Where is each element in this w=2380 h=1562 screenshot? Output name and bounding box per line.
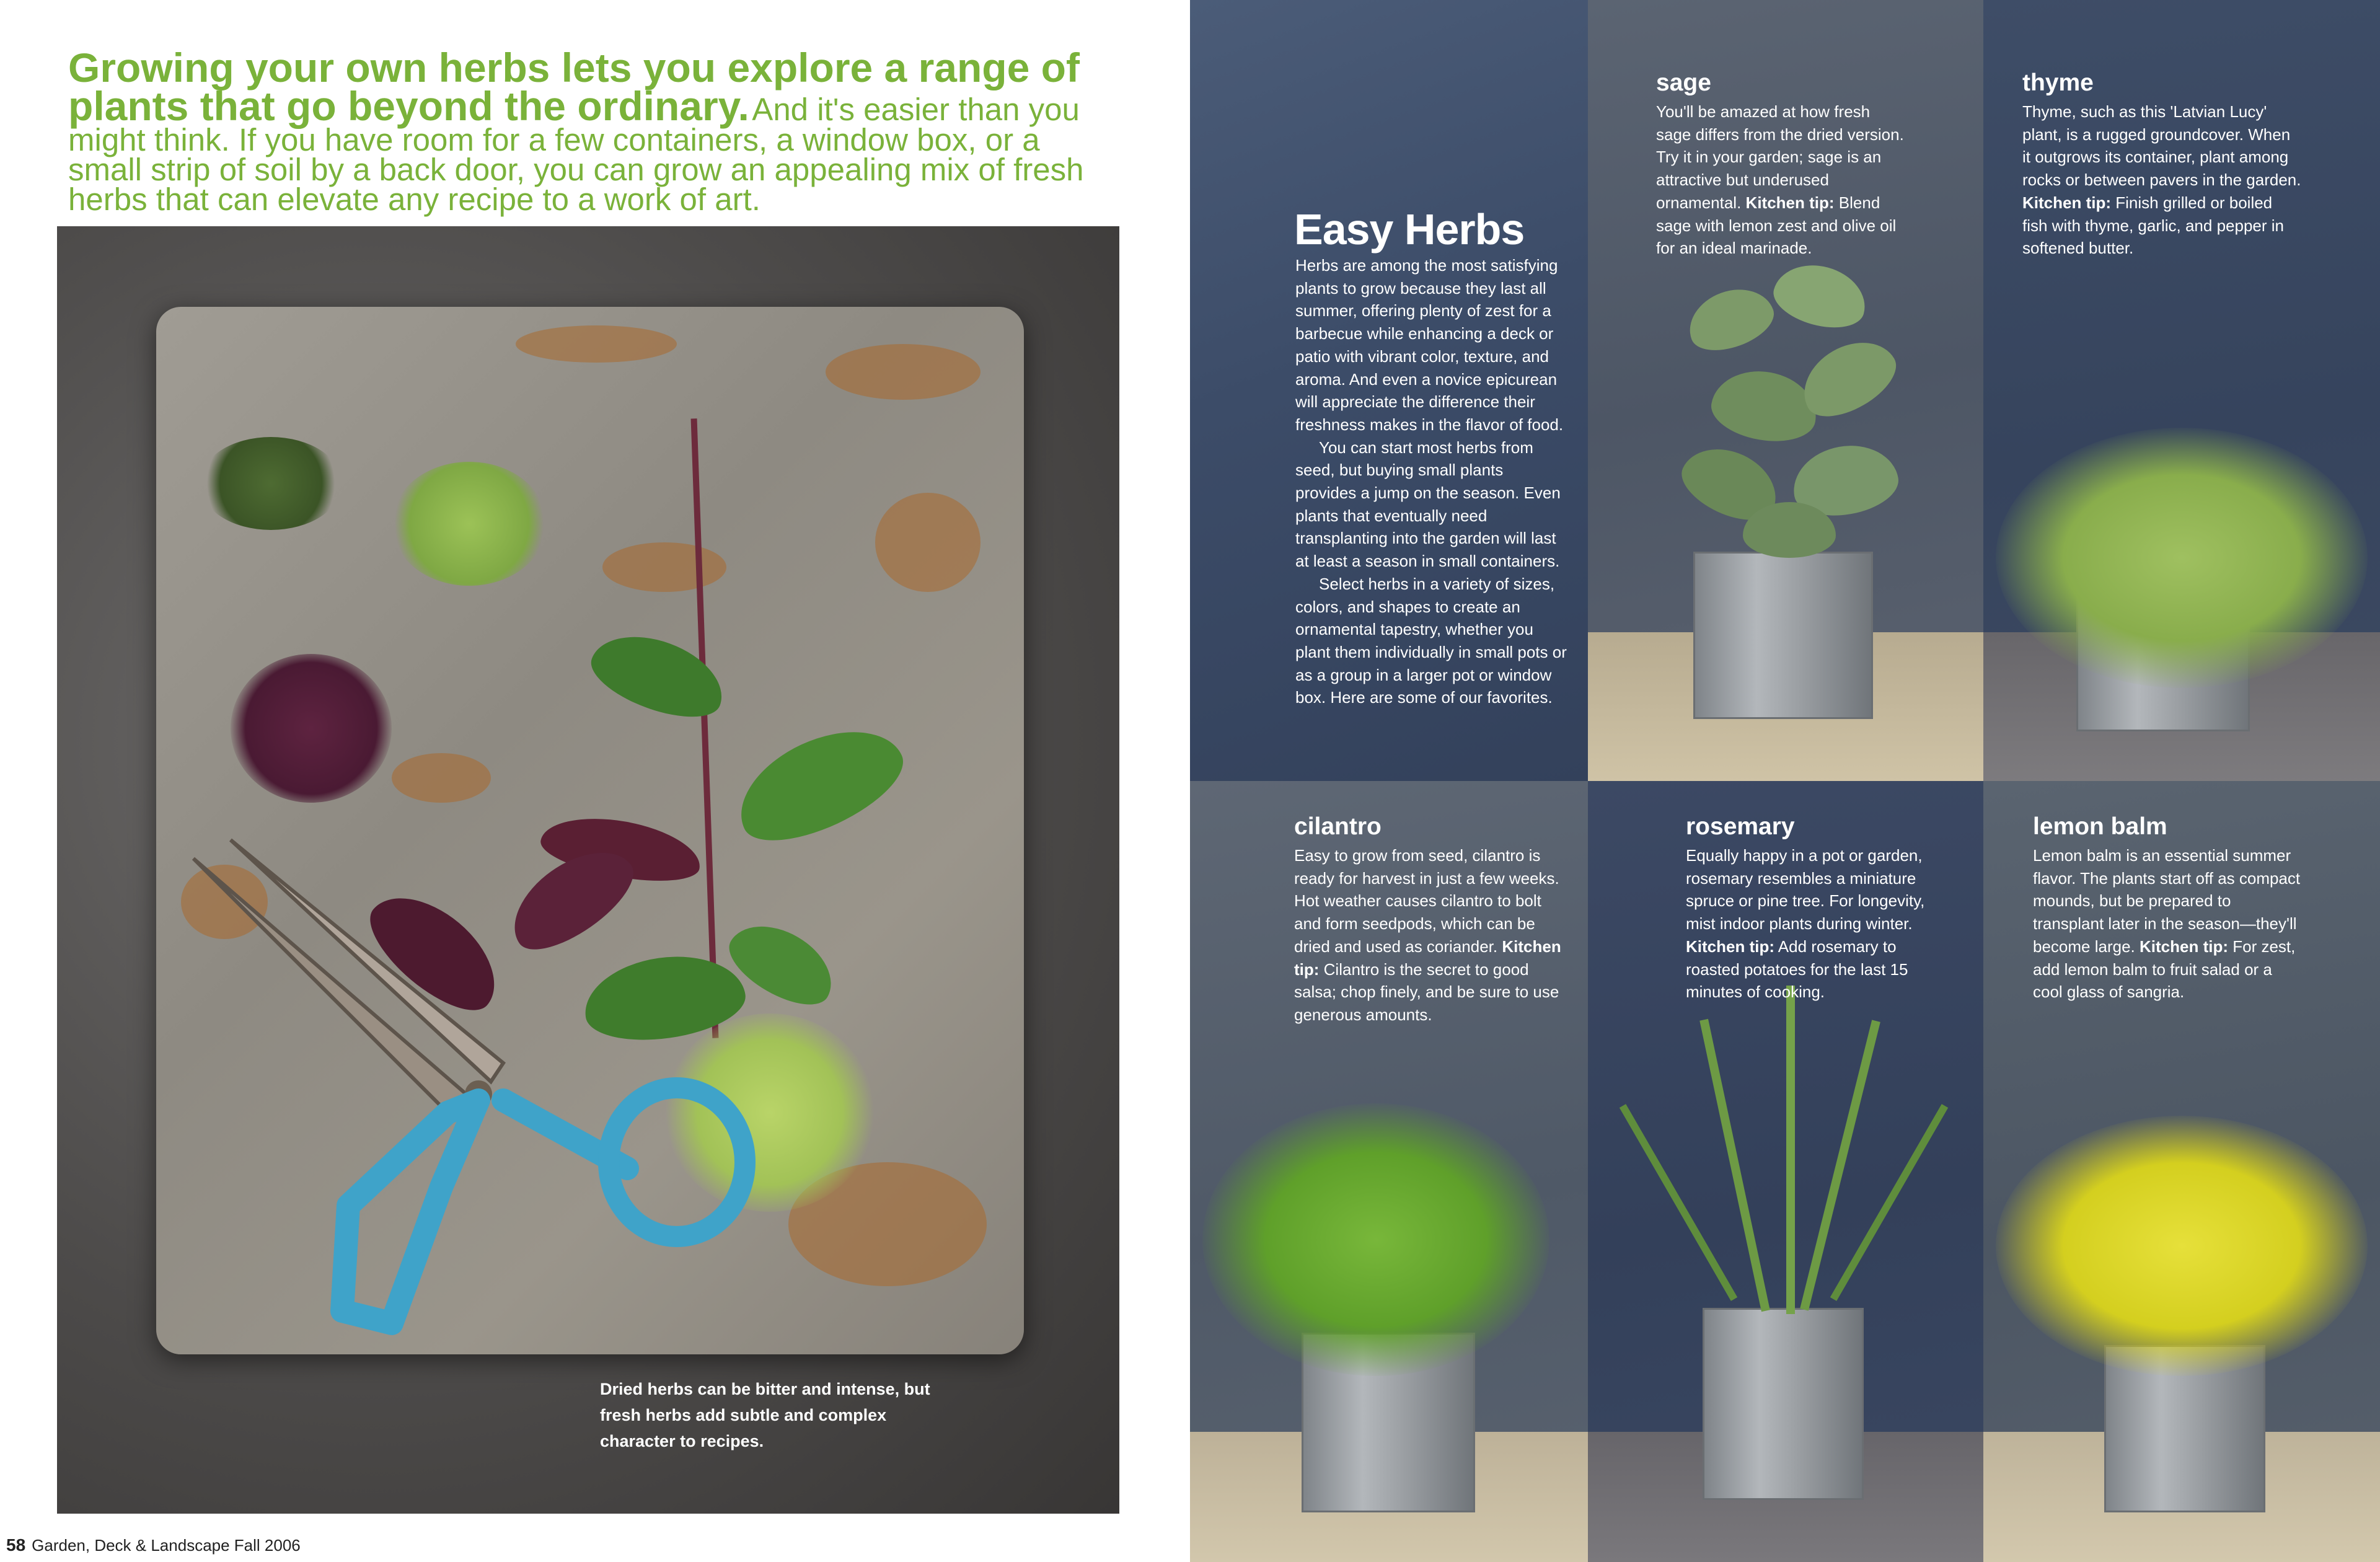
cilantro-text — [1294, 844, 1567, 1026]
cilantro-plant — [1202, 1103, 1549, 1376]
thyme-tip: Finish grilled or boiled fish with thyme, garlic, and pepper in softened butter. — [2022, 193, 2284, 258]
intro-body — [1295, 254, 1568, 709]
headline-lead: Growing your own herbs lets you explore a range of plants that go beyond the ordinary. — [68, 45, 1080, 129]
thyme-text — [2022, 100, 2301, 260]
cilantro-tip: Cilantro is the secret to good salsa; chop finely, and be sure to use generous amounts. — [1294, 960, 1559, 1024]
thyme-title: thyme — [2022, 69, 2094, 96]
intro-heading-wrap — [1294, 205, 1524, 254]
headline — [68, 45, 1122, 217]
sage-description: You'll be amazed at how fresh sage differs from the dried version. Try it in your garden; sage is an attractive but underused ornamental. — [1656, 102, 1904, 212]
sage-text — [1656, 100, 1904, 260]
photo-caption: Dried herbs can be bitter and intense, but fresh herbs add subtle and complex character to recipes. — [600, 1380, 930, 1450]
sage-title: sage — [1656, 69, 1711, 96]
scissors — [156, 307, 1024, 1354]
lemon-balm-description: Lemon balm is an essential summer flavor. The plants start off as compact mounds, but be prepared to transplant later in the season—they'll become large. — [2033, 846, 2301, 956]
lemon-balm-title: lemon balm — [2033, 813, 2167, 840]
herbs-on-slate-photo — [57, 226, 1119, 1514]
cilantro-description: Easy to grow from seed, cilantro is ready for harvest in just a few weeks. Hot weather causes cilantro to bolt and form seedpods, which can be dried and used as coriander. — [1294, 846, 1559, 956]
rosemary-text — [1686, 844, 1946, 1004]
rosemary-tip: Add rosemary to roasted potatoes for the last 15 minutes of cooking. — [1686, 937, 1908, 1002]
right-page — [1190, 0, 2380, 1562]
publication-name: Garden, Deck & Landscape Fall 2006 — [32, 1536, 301, 1555]
rosemary-title: rosemary — [1686, 813, 1795, 840]
thyme-plant — [1996, 428, 2368, 688]
slate-board — [156, 307, 1024, 1354]
rosemary-pot — [1703, 1308, 1864, 1500]
lemon-balm-text — [2033, 844, 2306, 1004]
cilantro-title: cilantro — [1294, 813, 1382, 840]
rosemary-description: Equally happy in a pot or garden, rosemary resembles a miniature spruce or pine tree. For longevity, mist indoor plants during winter. — [1686, 846, 1925, 933]
intro-paragraph: Select herbs in a variety of sizes, colors, and shapes to create an ornamental tapestry, whether you plant them individually in small pots or as a group in a larger pot or window box. Here are some of our favorites. — [1295, 574, 1567, 707]
headline-rest: And it's easier than you might think. If you have room for a few containers, a window box, or a small strip of soil by a back door, you can grow an appealing mix of fresh herbs that can elevate any recipe to a work of art. — [68, 92, 1084, 217]
sage-tip-label: Kitchen tip: — [1745, 193, 1835, 212]
cilantro-tip-label: Kitchen tip: — [1294, 937, 1561, 979]
intro-paragraph: Herbs are among the most satisfying plants to grow because they last all summer, offering plenty of zest for a barbecue while enhancing a deck or patio with vibrant color, texture, and aroma. And even a novice epicurean will appreciate the difference their freshness makes in the flavor of food. — [1295, 256, 1564, 434]
intro-paragraph: You can start most herbs from seed, but buying small plants provides a jump on the season. Even plants that eventually need transplanting into the garden will last at least a season in small containers. — [1295, 438, 1561, 571]
rosemary-tip-label: Kitchen tip: — [1686, 937, 1774, 956]
lemon-balm-tip: For zest, add lemon balm to fruit salad or a cool glass of sangria. — [2033, 937, 2296, 1002]
lemon-balm-plant — [1996, 1116, 2368, 1376]
sage-pot — [1693, 552, 1873, 719]
sage-tip: Blend sage with lemon zest and olive oil for an ideal marinade. — [1656, 193, 1897, 258]
thyme-description: Thyme, such as this 'Latvian Lucy' plant, is a rugged groundcover. When it outgrows its container, plant among rocks or between pavers in the garden. — [2022, 102, 2301, 190]
intro-heading: Easy Herbs — [1294, 205, 1525, 254]
lemon-balm-tip-label: Kitchen tip: — [2140, 937, 2228, 956]
thyme-tip-label: Kitchen tip: — [2022, 193, 2111, 212]
page-number: 58 — [6, 1535, 26, 1555]
page-footer — [6, 1535, 301, 1555]
